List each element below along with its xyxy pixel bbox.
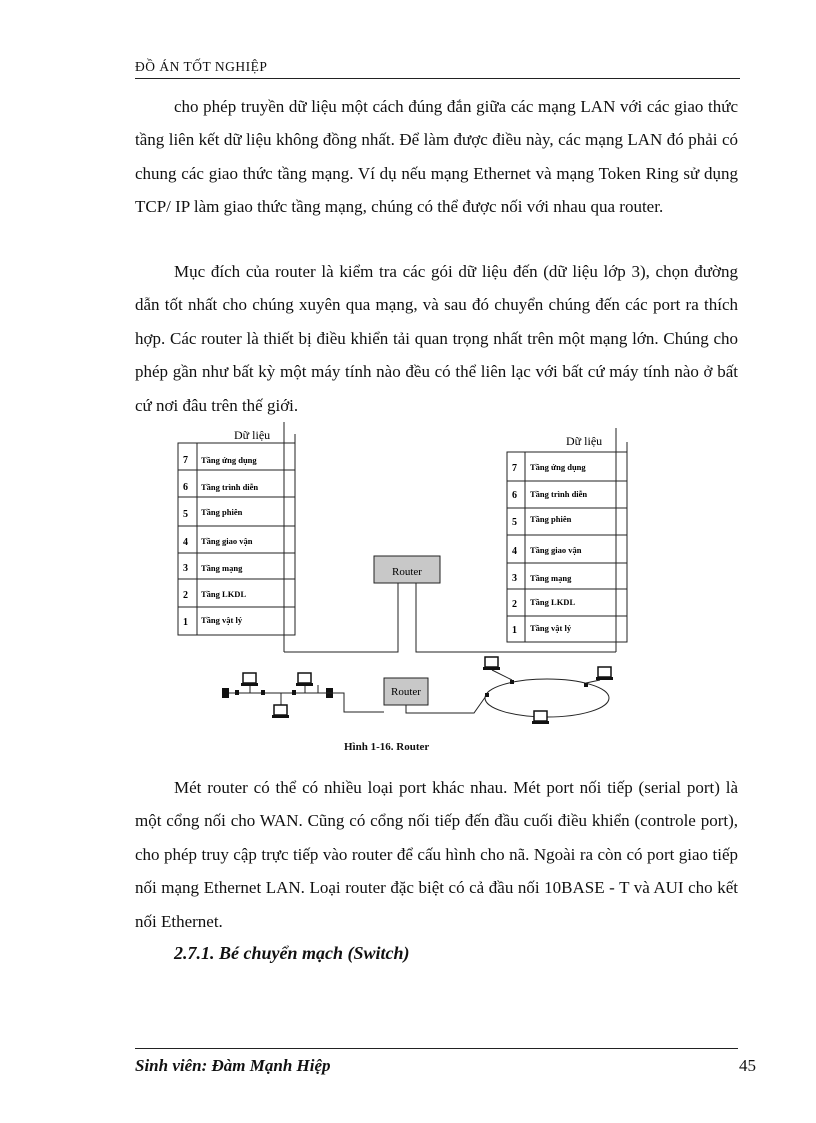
- left-layer-num: 4: [183, 537, 188, 548]
- left-layer-name: Tầng ứng dụng: [201, 455, 257, 465]
- page-number: 45: [739, 1056, 756, 1075]
- left-osi-stack: [178, 422, 295, 652]
- section-title: Bé chuyển mạch (Switch): [219, 943, 410, 963]
- section-number: 2.7.1.: [174, 943, 215, 963]
- right-layer-num: 3: [512, 573, 517, 584]
- figure-caption: Hình 1-16. Router: [344, 741, 430, 753]
- computer-icon: [532, 711, 549, 724]
- paragraph-router-intro: cho phép truyền dữ liệu một cách đúng đắn giữa các mạng LAN với các giao thức tầng liên kết dữ liệu không đồng nhất. Để làm được điều này, các mạng LAN đó phải có chung các giao thức tầng mạng. Ví dụ nếu mạng Ethernet và mạng Token Ring sử dụng TCP/ IP làm giao thức tầng mạng, chúng có thể được nối với nhau qua router.: [135, 97, 738, 217]
- left-layer-name: Tầng mạng: [201, 563, 243, 573]
- left-data-label: Dữ liệu: [234, 428, 271, 442]
- right-layer-name: Tầng giao vận: [530, 545, 582, 555]
- right-layer-num: 5: [512, 517, 517, 528]
- bottom-router-label: Router: [391, 686, 421, 698]
- right-data-label: Dữ liệu: [566, 434, 603, 448]
- bus-network: [222, 673, 384, 718]
- paragraph-router-ports: Mét router có thể có nhiều loại port khác nhau. Mét port nối tiếp (serial port) là một cổng nối cho WAN. Cũng có cổng nối tiếp đến đầu cuối điều khiển (controle port), cho phép truy cập trực tiếp vào router để cấu hình cho nã. Ngoài ra còn có port giao tiếp nối mạng Ethernet LAN. Loại router đặc biệt có cả đầu nối 10BASE - T và AUI cho kết nối Ethernet.: [135, 778, 738, 931]
- right-osi-stack: [507, 428, 627, 652]
- left-layer-num: 3: [183, 563, 188, 574]
- right-layer-name: Tầng vật lý: [530, 623, 572, 633]
- section-heading: [174, 943, 410, 964]
- left-layer-name: Tầng giao vận: [201, 536, 253, 546]
- right-layer-num: 2: [512, 599, 517, 610]
- ring-network: [483, 657, 613, 724]
- footer-author: Sinh viên: Đàm Mạnh Hiệp: [135, 1056, 331, 1075]
- computer-icon: [596, 667, 613, 680]
- right-layer-name: Tầng trình diễn: [530, 489, 588, 499]
- left-layer-name: Tầng vật lý: [201, 615, 243, 625]
- right-layer-num: 4: [512, 546, 517, 557]
- left-layer-name: Tầng phiên: [201, 507, 243, 517]
- router-diagram: [0, 420, 816, 740]
- right-layer-num: 6: [512, 490, 517, 501]
- computer-icon: [272, 705, 289, 718]
- top-router-label: Router: [392, 566, 422, 578]
- right-layer-num: 1: [512, 625, 517, 636]
- left-layer-num: 1: [183, 617, 188, 628]
- right-layer-num: 7: [512, 463, 517, 474]
- computer-icon: [483, 657, 500, 670]
- left-layer-num: 7: [183, 455, 188, 466]
- computer-icon: [241, 673, 258, 686]
- paragraph-router-purpose: Mục đích của router là kiểm tra các gói dữ liệu đến (dữ liệu lớp 3), chọn đường dẫn tốt nhất cho chúng xuyên qua mạng, và sau đó chuyển chúng đến các port ra thích hợp. Các router là thiết bị điều khiển tải quan trọng nhất trên một mạng lớn. Chúng cho phép gần như bất kỳ một máy tính nào đều có thể liên lạc với bất cứ máy tính nào ở bất cứ nơi đâu trên thế giới.: [135, 262, 738, 415]
- left-layer-num: 2: [183, 590, 188, 601]
- left-layer-num: 6: [183, 482, 188, 493]
- left-layer-name: Tầng trình diễn: [201, 482, 259, 492]
- router-figure: [0, 420, 816, 740]
- page-footer: [135, 1048, 756, 1077]
- right-layer-name: Tầng phiên: [530, 514, 572, 524]
- left-layer-num: 5: [183, 509, 188, 520]
- right-layer-name: Tầng mạng: [530, 573, 572, 583]
- left-layer-name: Tầng LKDL: [201, 589, 247, 599]
- header-title: ĐỒ ÁN TỐT NGHIỆP: [135, 59, 268, 74]
- bottom-router: [384, 678, 486, 713]
- page-header: [135, 56, 740, 79]
- computer-icon: [296, 673, 313, 686]
- right-layer-name: Tầng ứng dụng: [530, 462, 586, 472]
- right-layer-name: Tầng LKDL: [530, 597, 576, 607]
